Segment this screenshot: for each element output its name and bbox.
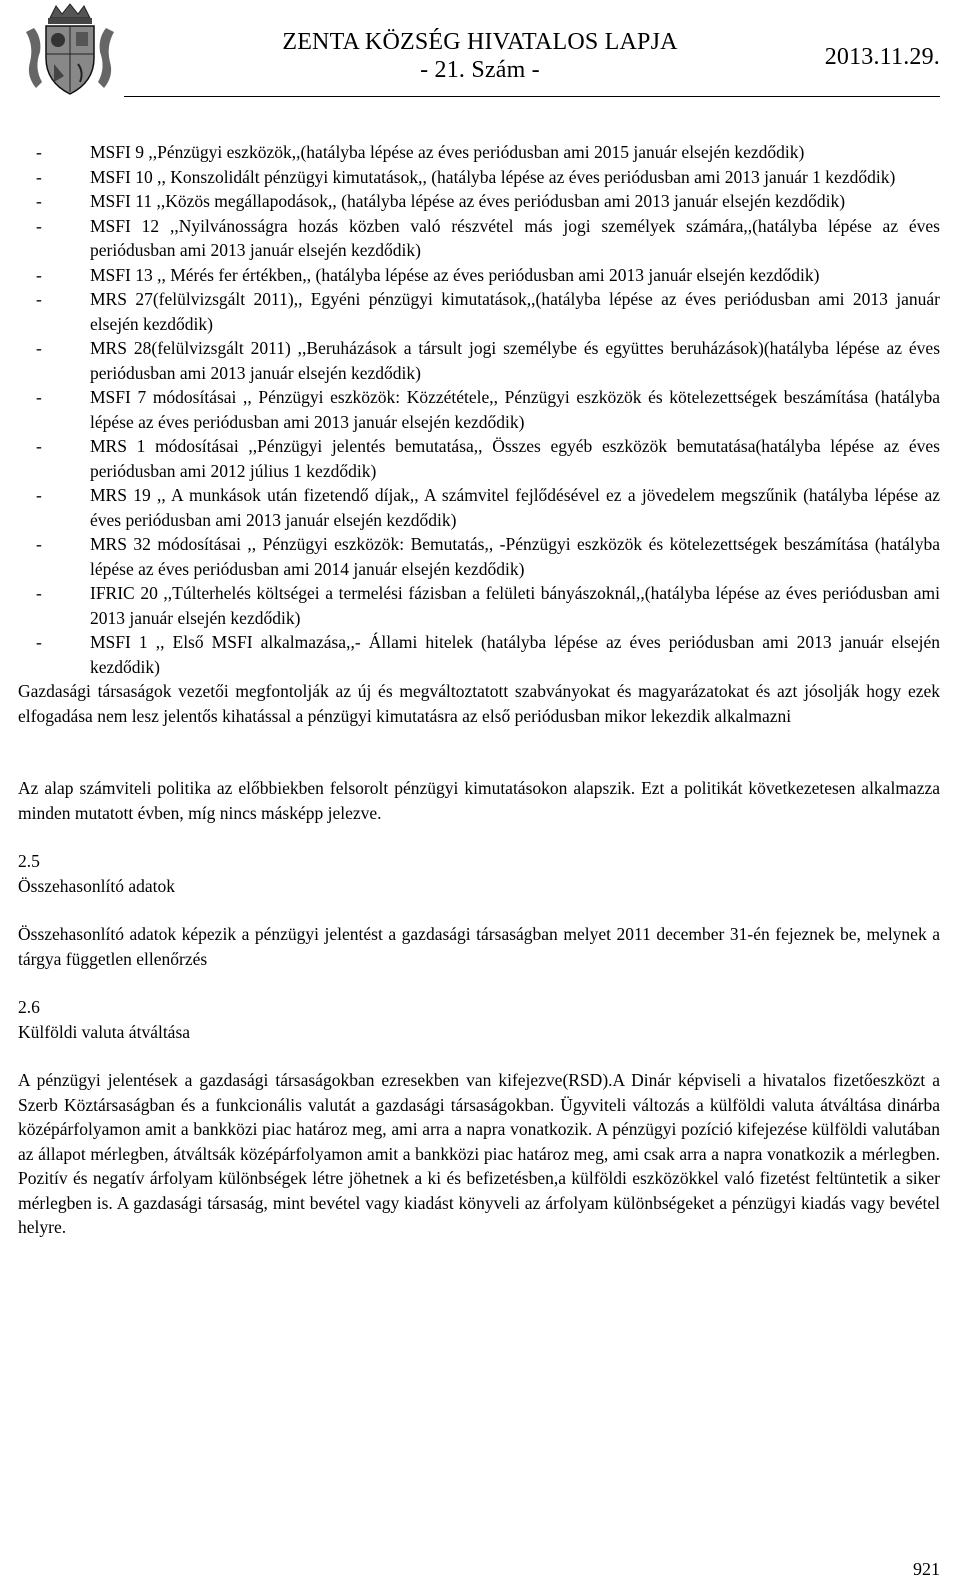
- list-item: - MSFI 13 ,, Mérés fer értékben,, (hatályba lépése az éves periódusban ami 2013 január elsején kezdődik): [18, 263, 940, 288]
- paragraph-management-assessment: Gazdasági társaságok vezetői megfontolják az új és megváltoztatott szabványokat és magyarázatokat és azt jósolják hogy ezek elfogadása nem lesz jelentős kihatással a pénzügyi kimutatásra az első periódusban mikor lekezdik alkalmazni: [18, 681, 940, 726]
- header-divider: [124, 96, 940, 97]
- list-item: - MRS 27(felülvizsgált 2011),, Egyéni pénzügyi kimutatások,,(hatályba lépése az éves periódusban ami 2013 január elsején kezdődik): [18, 287, 940, 336]
- journal-name: ZENTA KÖZSÉG HIVATALOS LAPJA: [282, 29, 678, 55]
- publication-title: [250, 28, 710, 84]
- paragraph-accounting-policy: Az alap számviteli politika az előbbiekben felsorolt pénzügyi kimutatásokon alapszik. Ezt a politikát következetesen alkalmazza minden mutatott évben, míg nincs másképp jelezve.: [18, 778, 940, 823]
- issue-date: 2013.11.29.: [824, 44, 940, 70]
- section-title-comparative-data: Összehasonlító adatok: [18, 875, 175, 896]
- page-header: [0, 0, 960, 100]
- page-body: [18, 140, 940, 1240]
- list-item: - MSFI 12 ,,Nyilvánosságra hozás közben való részvétel más jogi személyek számára,,(hatályba lépése az éves periódusban ami 2013 január elsején kezdődik): [18, 214, 940, 263]
- issue-number: - 21. Szám -: [420, 57, 540, 83]
- list-item: - MSFI 10 ,, Konszolidált pénzügyi kimutatások,, (hatályba lépése az éves periódusban ami 2013 január 1 kezdődik): [18, 165, 940, 190]
- page-number: 921: [913, 1559, 940, 1579]
- section-number-2-5: 2.5: [18, 851, 40, 871]
- paragraph-foreign-currency: A pénzügyi jelentések a gazdasági társaságokban ezresekben van kifejezve(RSD).A Dinár képviseli a hivatalos fizetőeszközt a Szerb Köztársaságban és a funkcionális valutát a gazdasági társaságokban. Ügyviteli változás a külföldi valuta átváltása dinárba középárfolyamon amit a bankközi piac határoz meg, ami arra a napra vonatkozik. A pénzügyi pozíció kifejezése külföldi valutában az állapot mérlegben, átváltsák középárfolyamon amit a bankközi piac határoz meg, ami csak arra a napra vonatkozik a mérlegben. Pozitív és negatív árfolyam különbségek létre jöhetnek a ki és befizetésben,a külföldi eszközökkel való fizetést feltüntetik a siker mérlegben is. A gazdasági társaság, mint bevétel vagy kiadást könyveli az árfolyam különbségeket a pénzügyi kiadás vagy bevétel helyre.: [18, 1070, 940, 1237]
- list-item: - MSFI 7 módosításai ,, Pénzügyi eszközök: Közzététele,, Pénzügyi eszközök és kötelezettségek beszámítása (hatályba lépése az éves periódusban ami 2013 január elsején kezdődik): [18, 385, 940, 434]
- list-item: - MRS 19 ,, A munkások után fizetendő díjak,, A számvitel fejlődésével ez a jövedelem megszűnik (hatályba lépése az éves periódusban ami 2013 január elsején kezdődik): [18, 483, 940, 532]
- list-item: - MRS 28(felülvizsgált 2011) ,,Beruházások a társult jogi személybe és együttes beruházások)(hatályba lépése az éves periódusban ami 2013 január elsején kezdődik): [18, 336, 940, 385]
- coat-of-arms-icon: [20, 2, 120, 98]
- list-item: - MRS 32 módosításai ,, Pénzügyi eszközök: Bemutatás,, -Pénzügyi eszközök és kötelezettségek beszámítása (hatályba lépése az éves periódusban ami 2014 január elsején kezdődik): [18, 532, 940, 581]
- list-item: - MSFI 1 ,, Első MSFI alkalmazása,,- Állami hitelek (hatályba lépése az éves periódusban ami 2013 január elsején kezdődik): [18, 630, 940, 679]
- section-title-foreign-currency: Külföldi valuta átváltása: [18, 1021, 191, 1042]
- list-item: - MRS 1 módosításai ,,Pénzügyi jelentés bemutatása,, Összes egyéb eszközök bemutatása(hatályba lépése az éves periódusban ami 2012 július 1 kezdődik): [18, 434, 940, 483]
- list-item: - MSFI 11 ,,Közös megállapodások,, (hatályba lépése az éves periódusban ami 2013 január elsején kezdődik): [18, 189, 940, 214]
- standards-list: [18, 140, 940, 679]
- list-item: - MSFI 9 ,,Pénzügyi eszközök,,(hatályba lépése az éves periódusban ami 2015 január elsején kezdődik): [18, 140, 940, 165]
- section-number-2-6: 2.6: [18, 997, 40, 1017]
- list-item: - IFRIC 20 ,,Túlterhelés költségei a termelési fázisban a felületi bányászoknál,,(hatályba lépése az éves periódusban ami 2013 január elsején kezdődik): [18, 581, 940, 630]
- paragraph-comparative-data: Összehasonlító adatok képezik a pénzügyi jelentést a gazdasági társaságban melyet 2011 december 31-én fejeznek be, melynek a tárgya független ellenőrzés: [18, 924, 940, 969]
